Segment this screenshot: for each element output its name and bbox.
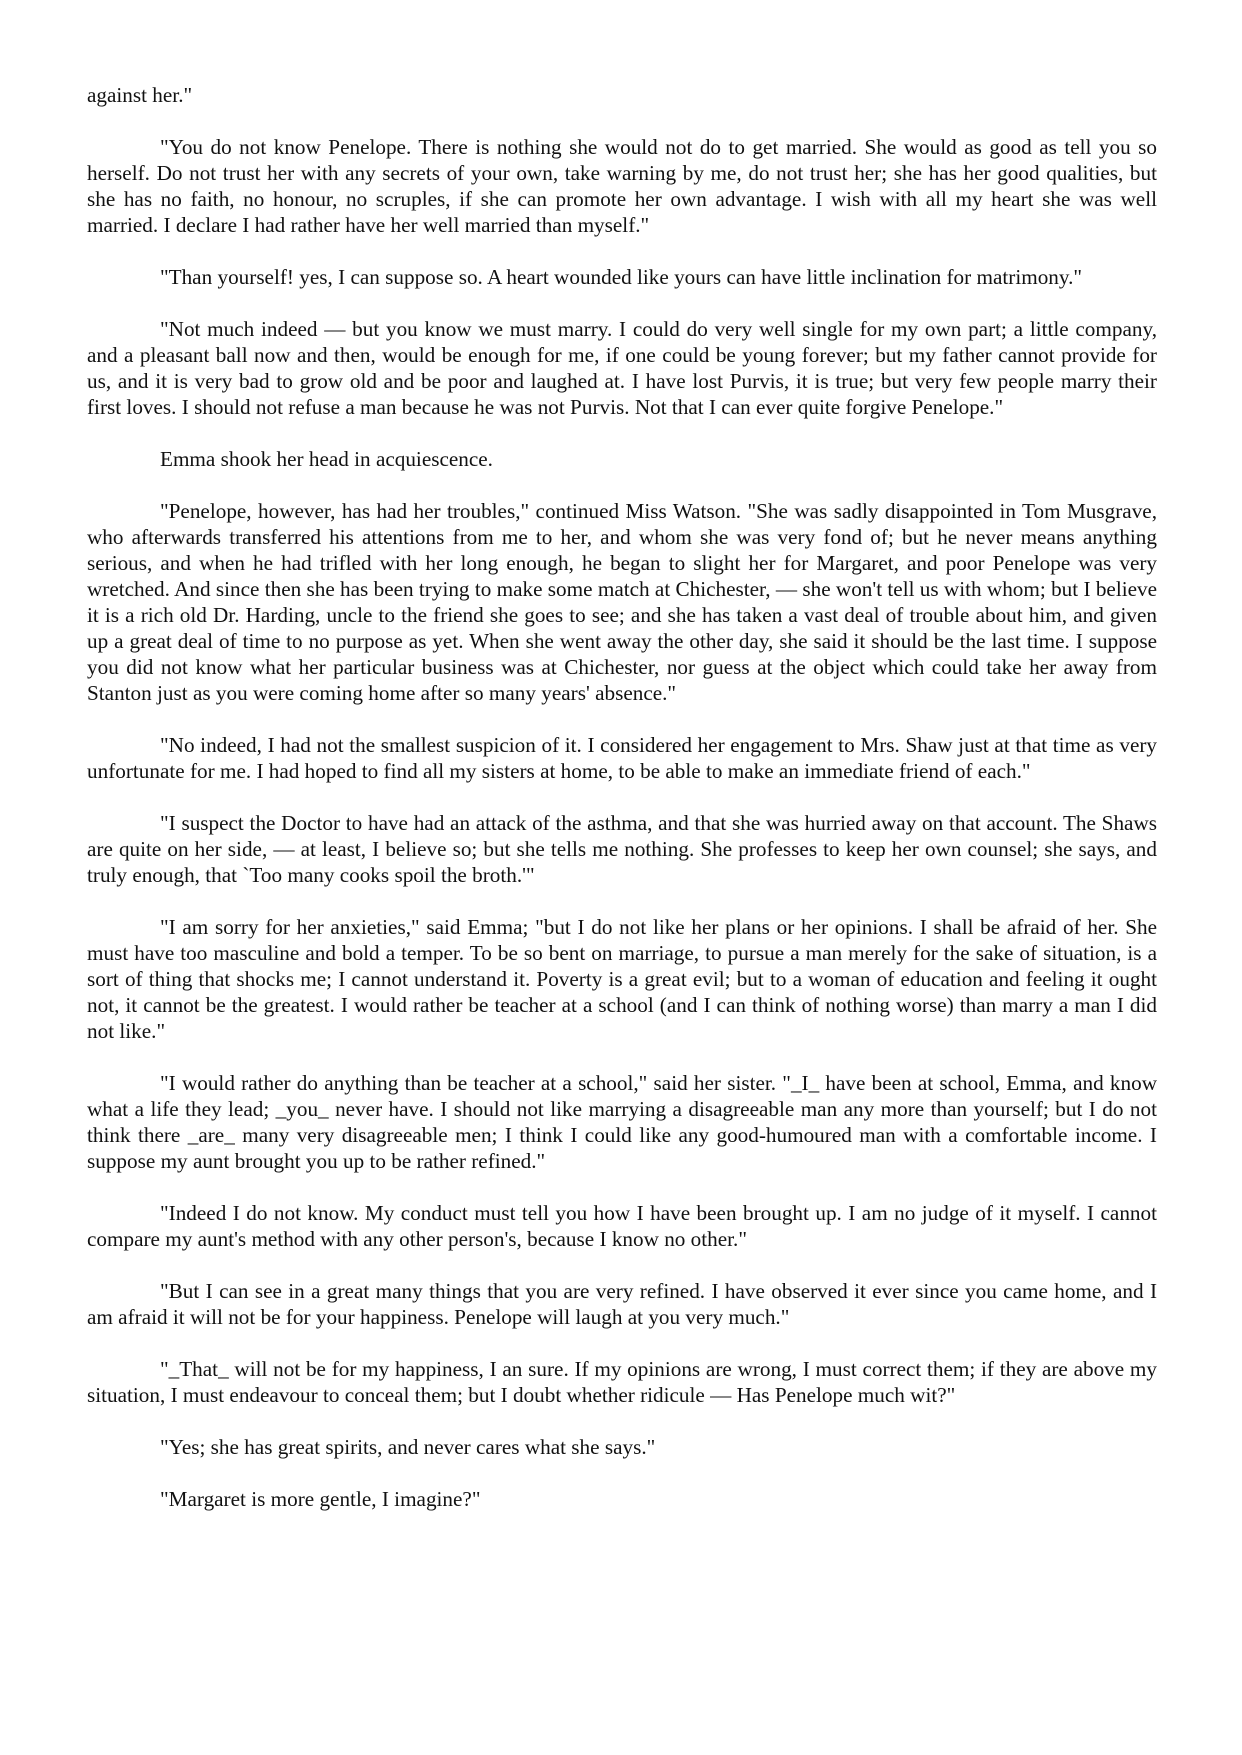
document-page <box>87 82 1157 1538</box>
paragraph-3: "Than yourself! yes, I can suppose so. A heart wounded like yours can have little inclination for matrimony." <box>160 265 1083 289</box>
paragraph-14: "Yes; she has great spirits, and never cares what she says." <box>160 1435 656 1459</box>
paragraph-11: "Indeed I do not know. My conduct must tell you how I have been brought up. I am no judge of it myself. I cannot compare my aunt's method with any other person's, because I know no other." <box>87 1201 1157 1251</box>
paragraph-2: "You do not know Penelope. There is nothing she would not do to get married. She would as good as tell you so herself. Do not trust her with any secrets of your own, take warning by me, do not trust her; she has her good qualities, but she has no faith, no honour, no scruples, if she can promote her own advantage. I wish with all my heart she was well married. I declare I had rather have her well married than myself." <box>87 135 1157 237</box>
paragraph-15: "Margaret is more gentle, I imagine?" <box>160 1487 481 1511</box>
paragraph-5: Emma shook her head in acquiescence. <box>160 447 493 471</box>
paragraph-8: "I suspect the Doctor to have had an attack of the asthma, and that she was hurried away on that account. The Shaws are quite on her side, — at least, I believe so; but she tells me nothing. She professes to keep her own counsel; she says, and truly enough, that `Too many cooks spoil the broth.'" <box>87 811 1157 887</box>
paragraph-6: "Penelope, however, has had her troubles," continued Miss Watson. "She was sadly disappointed in Tom Musgrave, who afterwards transferred his attentions from me to her, and whom she was very fond of; but he never means anything serious, and when he had trifled with her long enough, he began to slight her for Margaret, and poor Penelope was very wretched. And since then she has been trying to make some match at Chichester, — she won't tell us with whom; but I believe it is a rich old Dr. Harding, uncle to the friend she goes to see; and she has taken a vast deal of trouble about him, and given up a great deal of time to no purpose as yet. When she went away the other day, she said it should be the last time. I suppose you did not know what her particular business was at Chichester, nor guess at the object which could take her away from Stanton just as you were coming home after so many years' absence." <box>87 499 1157 705</box>
paragraph-1: against her." <box>87 83 193 107</box>
paragraph-7: "No indeed, I had not the smallest suspicion of it. I considered her engagement to Mrs. Shaw just at that time as very unfortunate for me. I had hoped to find all my sisters at home, to be able to make an immediate friend of each." <box>87 733 1157 783</box>
paragraph-10: "I would rather do anything than be teacher at a school," said her sister. "_I_ have been at school, Emma, and know what a life they lead; _you_ never have. I should not like marrying a disagreeable man any more than yourself; but I do not think there _are_ many very disagreeable men; I think I could like any good-humoured man with a comfortable income. I suppose my aunt brought you up to be rather refined." <box>87 1071 1157 1173</box>
paragraph-13: "_That_ will not be for my happiness, I an sure. If my opinions are wrong, I must correct them; if they are above my situation, I must endeavour to conceal them; but I doubt whether ridicule — Has Penelope much wit?" <box>87 1357 1157 1407</box>
paragraph-9: "I am sorry for her anxieties," said Emma; "but I do not like her plans or her opinions. I shall be afraid of her. She must have too masculine and bold a temper. To be so bent on marriage, to pursue a man merely for the sake of situation, is a sort of thing that shocks me; I cannot understand it. Poverty is a great evil; but to a woman of education and feeling it ought not, it cannot be the greatest. I would rather be teacher at a school (and I can think of nothing worse) than marry a man I did not like." <box>87 915 1157 1043</box>
paragraph-4: "Not much indeed — but you know we must marry. I could do very well single for my own part; a little company, and a pleasant ball now and then, would be enough for me, if one could be young forever; but my father cannot provide for us, and it is very bad to grow old and be poor and laughed at. I have lost Purvis, it is true; but very few people marry their first loves. I should not refuse a man because he was not Purvis. Not that I can ever quite forgive Penelope." <box>87 317 1157 419</box>
paragraph-12: "But I can see in a great many things that you are very refined. I have observed it ever since you came home, and I am afraid it will not be for your happiness. Penelope will laugh at you very much." <box>87 1279 1157 1329</box>
